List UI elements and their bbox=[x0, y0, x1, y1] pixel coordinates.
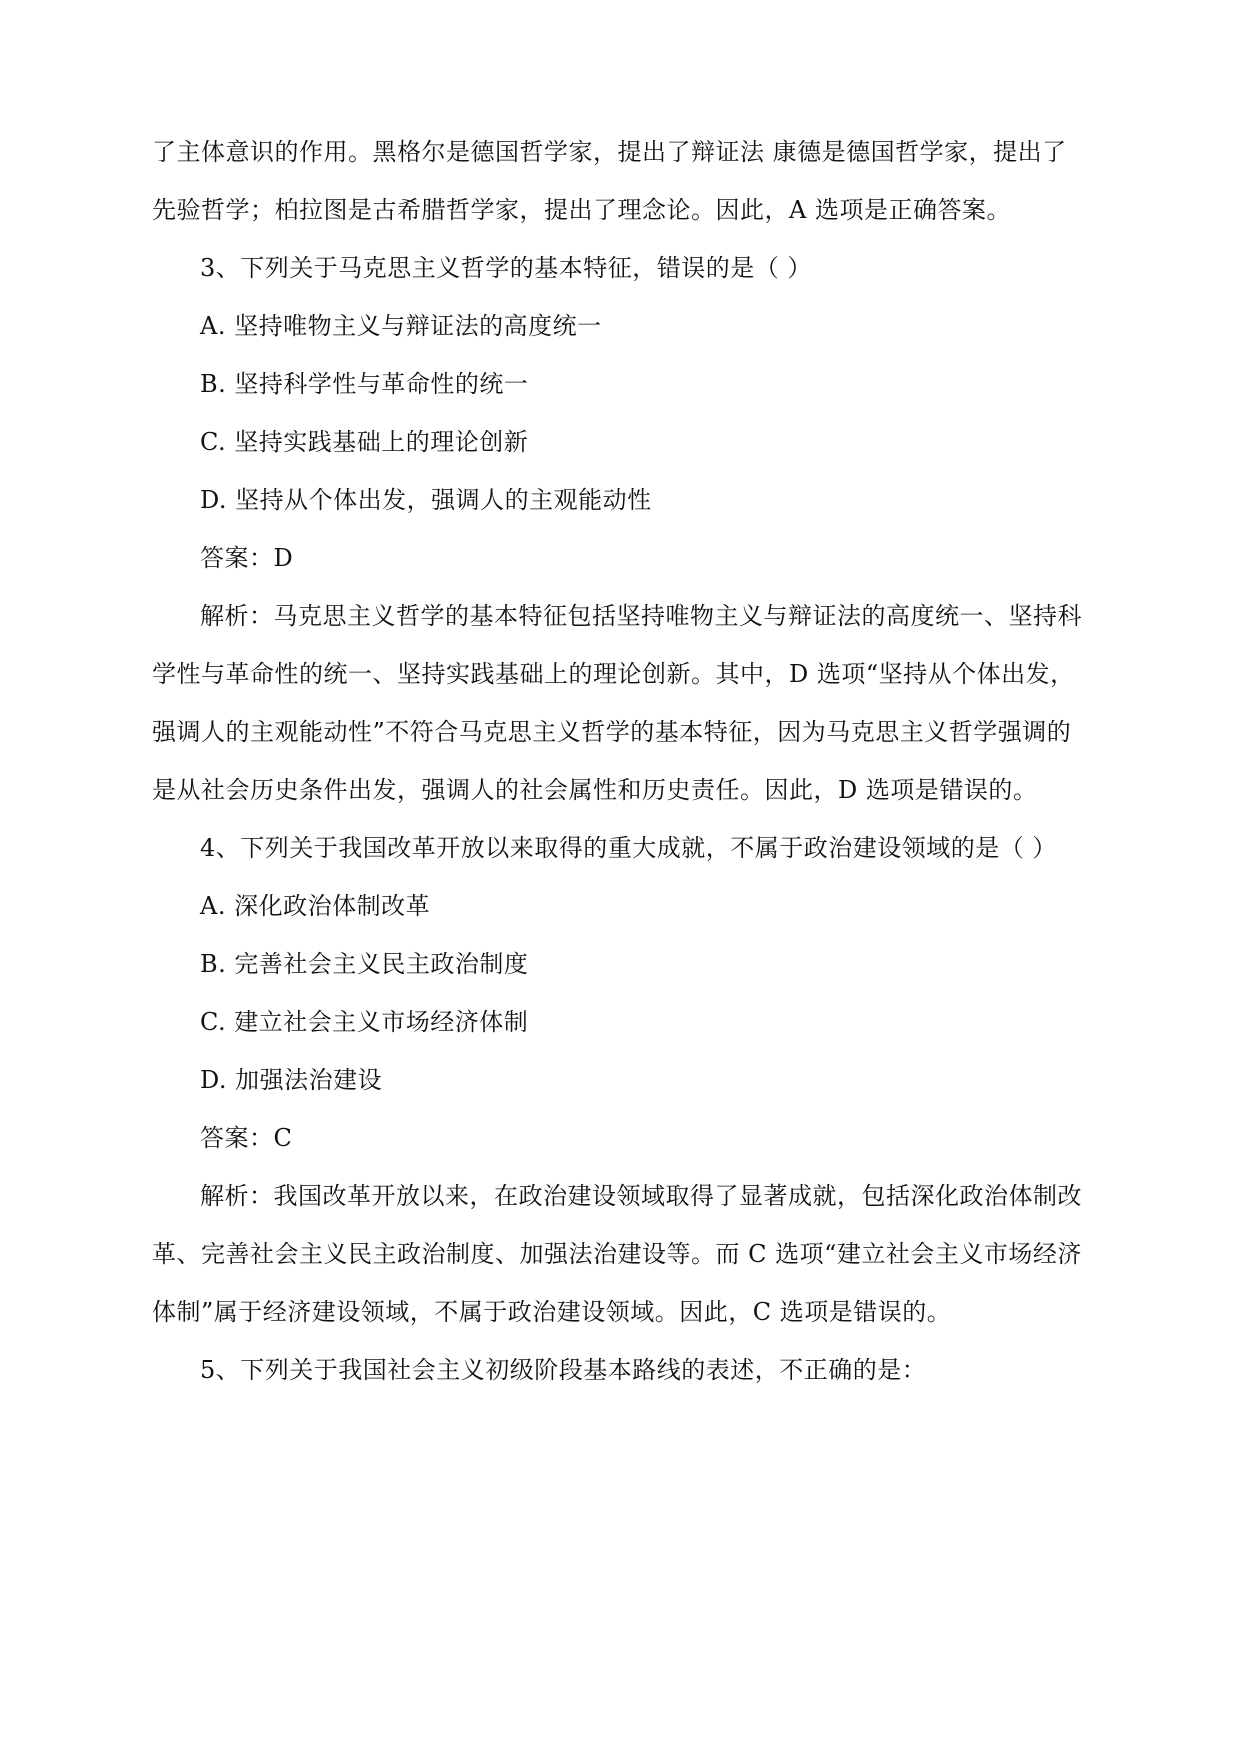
analysis-line: 学性与革命性的统一、坚持实践基础上的理论创新。其中，D 选项“坚持从个体出发， bbox=[152, 660, 1075, 688]
question-5: 5、下列关于我国社会主义初级阶段基本路线的表述，不正确的是： bbox=[200, 1356, 927, 1384]
paragraph-line: 先验哲学；柏拉图是古希腊哲学家，提出了理念论。因此，A 选项是正确答案。 bbox=[152, 196, 1011, 224]
option-b: B. 完善社会主义民主政治制度 bbox=[200, 950, 529, 978]
analysis-line: 解析：马克思主义哲学的基本特征包括坚持唯物主义与辩证法的高度统一、坚持科 bbox=[200, 602, 1082, 630]
option-d: D. 坚持从个体出发，强调人的主观能动性 bbox=[200, 486, 652, 514]
option-c: C. 建立社会主义市场经济体制 bbox=[200, 1008, 529, 1036]
paragraph-line: 了主体意识的作用。黑格尔是德国哲学家，提出了辩证法 康德是德国哲学家，提出了 bbox=[152, 138, 1067, 166]
analysis-line: 革、完善社会主义民主政治制度、加强法治建设等。而 C 选项“建立社会主义市场经济 bbox=[152, 1240, 1082, 1268]
answer: 答案：D bbox=[200, 544, 294, 572]
answer: 答案：C bbox=[200, 1124, 293, 1152]
option-d: D. 加强法治建设 bbox=[200, 1066, 383, 1094]
analysis-line: 体制”属于经济建设领域，不属于政治建设领域。因此，C 选项是错误的。 bbox=[152, 1298, 952, 1326]
option-a: A. 深化政治体制改革 bbox=[200, 892, 431, 920]
analysis-line: 解析：我国改革开放以来，在政治建设领域取得了显著成就，包括深化政治体制改 bbox=[200, 1182, 1082, 1210]
option-c: C. 坚持实践基础上的理论创新 bbox=[200, 428, 529, 456]
question-3: 3、下列关于马克思主义哲学的基本特征，错误的是（ ） bbox=[200, 254, 812, 282]
analysis-line: 强调人的主观能动性”不符合马克思主义哲学的基本特征，因为马克思主义哲学强调的 bbox=[152, 718, 1072, 746]
question-4: 4、下列关于我国改革开放以来取得的重大成就，不属于政治建设领域的是（ ） bbox=[200, 834, 1057, 862]
option-b: B. 坚持科学性与革命性的统一 bbox=[200, 370, 529, 398]
analysis-line: 是从社会历史条件出发，强调人的社会属性和历史责任。因此，D 选项是错误的。 bbox=[152, 776, 1038, 804]
option-a: A. 坚持唯物主义与辩证法的高度统一 bbox=[200, 312, 602, 340]
